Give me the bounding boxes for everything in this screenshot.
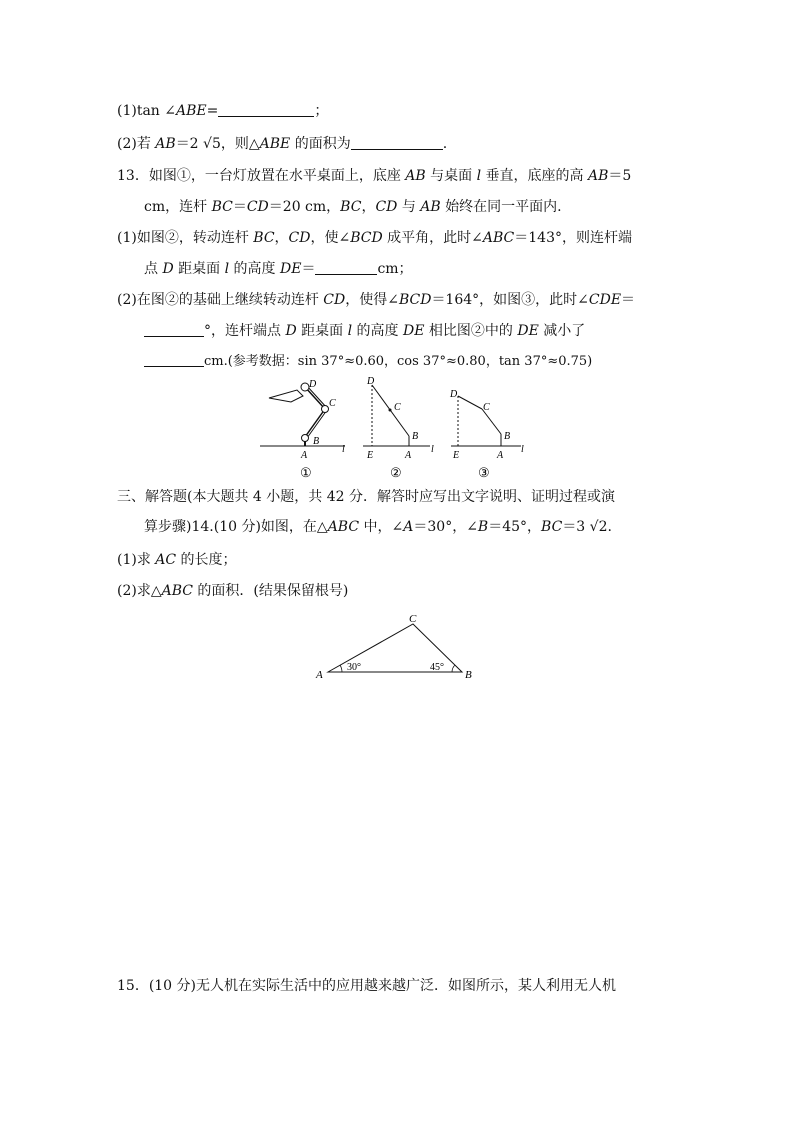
label-a: A [405,450,412,461]
answer-blank[interactable] [144,352,204,367]
label-b: B [412,431,419,442]
text: (2)在图②的基础上继续转动连杆 [117,292,324,308]
q13-line1 [117,166,631,186]
var: AC [155,552,177,568]
q13-part1-line1 [117,228,632,248]
text: ＝45°， [488,519,542,535]
var: ABE [259,136,291,152]
figure-2 [363,376,434,480]
text: ，使∠ [310,230,351,246]
var: AB [155,136,176,152]
q13-figures [255,376,540,484]
text: ＝ [232,199,247,215]
text: 距桌面 [296,323,348,339]
label-l: l [342,444,345,455]
text: 始终在同一平面内. [440,199,562,215]
text: = [206,103,219,119]
var: ABC [161,583,193,599]
text: 相比图②中的 [424,323,518,339]
answer-blank[interactable] [144,322,204,337]
text: ， [274,230,289,246]
var: A [403,519,414,535]
joint-c [322,406,329,413]
var: CDE [588,292,622,308]
q12-part2 [117,134,447,154]
var: DE [279,261,302,277]
text: ， [361,199,376,215]
var: BC [541,519,563,535]
text: . [607,519,612,535]
var: l [476,168,482,184]
figure-number: ② [390,465,402,480]
var: BCD [350,230,383,246]
figure-number: ③ [478,465,490,480]
var: CD [323,292,346,308]
lamp-head-icon [269,390,303,402]
text: ，则△ [220,136,260,152]
var: CD [288,230,311,246]
text: ＝20 cm， [268,199,341,215]
label-l: l [521,444,524,455]
figure-1 [260,379,345,480]
label-a: A [316,669,323,681]
var: BCD [398,292,432,308]
sqrt-expression: √5 [203,136,221,152]
text: 减小了 [538,323,586,339]
text: ＝164°，如图③，此时∠ [431,292,589,308]
label-c: C [394,402,401,413]
answer-blank[interactable] [315,260,377,275]
var: BC [211,199,233,215]
text: ＝5 [608,168,632,184]
text: (2)若 [117,136,156,152]
text: 的长度； [176,552,237,568]
section3-heading-line1 [117,487,615,507]
angle-label-a: 30° [347,662,361,673]
var: AB [420,199,441,215]
text: (1)tan ∠ [117,103,177,119]
figure-3 [449,389,524,480]
q15-line1 [117,976,616,996]
answer-blank[interactable] [351,135,443,150]
var: l [224,261,230,277]
label-a: A [497,450,504,461]
text: cm； [377,261,413,277]
label-b: B [504,431,511,442]
q13-part2-line2 [144,321,585,341]
text: ＝ [621,292,636,308]
point-c [389,409,392,412]
q13-line2 [144,197,562,217]
answer-blank[interactable] [218,102,314,117]
label-d: D [450,389,458,400]
text: 的面积为 [290,136,351,152]
rod-bc-edge [307,410,327,438]
text: cm.(参考数据：sin 37°≈0.60，cos 37°≈0.80，tan 37°≈0.75) [204,354,593,369]
text: ，使得∠ [345,292,399,308]
label-e: E [367,450,374,461]
text: ； [314,103,329,119]
var: DE [402,323,425,339]
label-e: E [453,450,460,461]
text: . [442,136,448,152]
label-c: C [329,398,336,409]
sqrt-expression: √2 [589,519,608,535]
label-a: A [301,450,308,461]
var: CD [375,199,398,215]
text: 成平角，此时∠ [382,230,483,246]
var: ABE [176,103,207,119]
text: ＝30°，∠ [413,519,478,535]
text: 的高度 [352,323,403,339]
var: ABC [482,230,515,246]
label-c: C [409,613,417,625]
var: CD [246,199,269,215]
var: ABC [327,519,360,535]
text: 与 [397,199,421,215]
var: BC [253,230,275,246]
var: AB [405,168,426,184]
text: 的面积．(结果保留根号) [192,583,349,599]
joint-b [302,435,309,442]
q14-part1 [117,550,237,570]
text: 三、解答题(本大题共 4 小题，共 42 分．解答时应写出文字说明、证明过程或演 [117,489,615,505]
text: 中，∠ [359,519,404,535]
text: ＝3 [562,519,590,535]
label-l: l [431,444,434,455]
text: 点 [144,261,163,277]
rod-bc [305,409,325,437]
q13-part2-line3 [144,352,592,372]
text: ＝143°，则连杆端 [514,230,632,246]
q13-part1-line2 [144,259,413,279]
q12-part1 [117,101,328,121]
label-c: C [483,402,490,413]
label-d: D [367,376,375,387]
label-d: D [309,379,317,390]
text: ＝2 [175,136,204,152]
text: 13．如图①，一台灯放置在水平桌面上，底座 [117,168,406,184]
rod-dc [458,396,482,409]
var: B [477,519,489,535]
var: AB [587,168,609,184]
text: 的高度 [229,261,280,277]
text: (1)求 [117,552,156,568]
q14-part2 [117,581,348,601]
q13-part2-line1 [117,290,635,310]
text: 距桌面 [173,261,225,277]
angle-label-b: 45° [430,662,444,673]
label-b: B [313,436,320,447]
figure-number: ① [300,465,312,480]
text: (2)求△ [117,583,162,599]
var: l [347,323,353,339]
var: D [285,323,297,339]
text: 算步骤)14.(10 分)如图，在△ [144,519,328,535]
text: ＝ [301,261,316,277]
section3-heading-line2 [144,517,612,537]
angle-arc-b [452,665,455,672]
label-b: B [465,669,472,681]
angle-arc-a [340,665,342,672]
text: cm，连杆 [144,199,212,215]
text: 垂直，底座的高 [481,168,588,184]
text: 15．(10 分)无人机在实际生活中的应用越来越广泛．如图所示，某人利用无人机 [117,978,617,994]
var: BC [340,199,362,215]
text: 与桌面 [425,168,477,184]
q14-triangle-figure [312,610,482,684]
var: DE [517,323,539,339]
text: °，连杆端点 [204,323,286,339]
text: (1)如图②，转动连杆 [117,230,254,246]
joint-d [301,383,309,391]
var: D [162,261,174,277]
